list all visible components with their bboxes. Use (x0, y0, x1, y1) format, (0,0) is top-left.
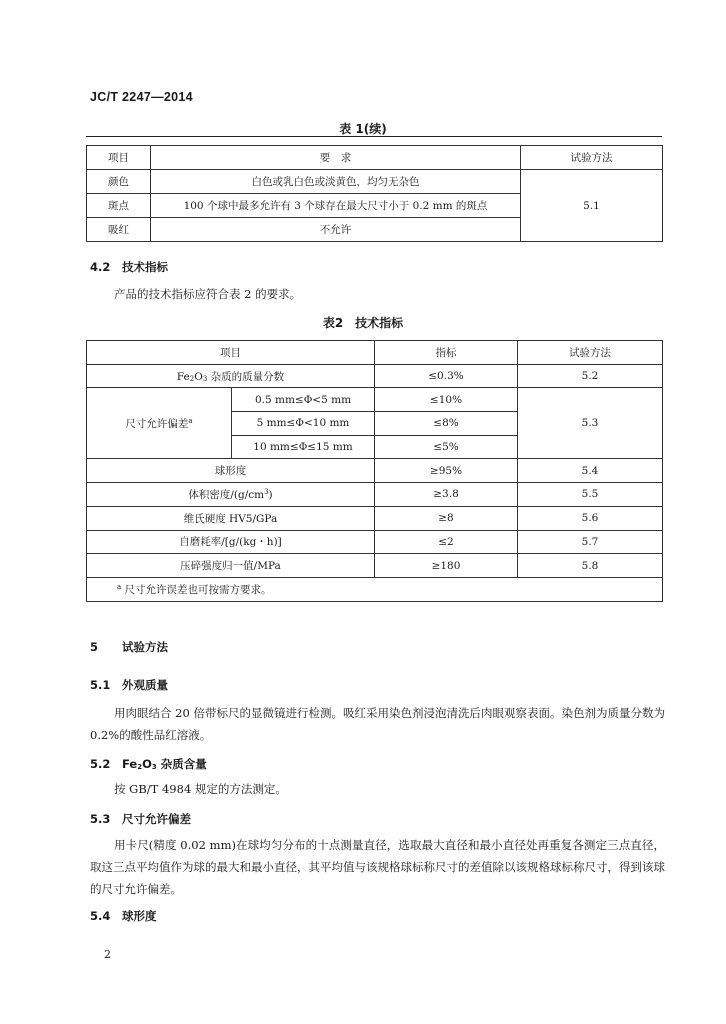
value-cell: ≤5% (375, 435, 518, 459)
section-5-1-heading: 5.1 外观质量 (90, 678, 168, 692)
item-cell: 吸红 (87, 218, 151, 242)
section-5-2-heading: 5.2 $Fe_2O_3$ 杂质含量 (90, 757, 207, 771)
section-5-2-text: 按 GB/T 4984 规定的方法测定。 (114, 782, 287, 796)
item-cell: 斑点 (87, 194, 151, 218)
item-cell: 体积密度$/(g/cm^3)$ (87, 483, 375, 507)
header-cell: 项目 (87, 341, 375, 365)
table-note-row (87, 577, 663, 601)
section-5-heading: 5 试验方法 (90, 640, 168, 654)
item-cell: 自磨耗率/[g/(kg・h)] (87, 530, 375, 554)
range-cell: 5 mm≤Φ<10 mm (232, 412, 375, 436)
method-cell: 5.3 (518, 388, 663, 459)
item-cell: 球形度 (87, 459, 375, 483)
size-tolerance-label: 尺寸允许偏差$^a$ (87, 388, 232, 459)
table1-caption: 表 1(续) (339, 122, 387, 136)
table-row (87, 530, 663, 554)
table-row (87, 554, 663, 578)
page-number: 2 (104, 948, 111, 961)
header-cell: 要 求 (151, 146, 521, 170)
item-cell: $Fe_2O_3$ 杂质的质量分数 (87, 364, 375, 388)
section-5-3-text: 用卡尺(精度 0.02 mm)在球均匀分布的十点测量直径，选取最大直径和最小直径处再重复各测定三点直径，取这三点平均值作为球的最大和最小直径，其平均值与该规格球标称尺寸的差值除以该规格球标称尺寸，得到该球的尺寸允许偏差。 (90, 838, 665, 896)
method-cell: 5.5 (518, 483, 663, 507)
table-row (87, 483, 663, 507)
requirement-cell: 白色或乳白色或淡黄色，均匀无杂色 (151, 170, 521, 194)
table2-caption: 表2 技术指标 (322, 316, 404, 330)
range-cell: 10 mm≤Φ≤15 mm (232, 435, 375, 459)
method-cell: 5.7 (518, 530, 663, 554)
method-cell: 5.1 (521, 170, 663, 242)
method-cell: 5.2 (518, 364, 663, 388)
section-5-4-heading: 5.4 球形度 (90, 909, 157, 923)
header-cell: 试验方法 (521, 146, 663, 170)
header-cell: 项目 (87, 146, 151, 170)
value-cell: ≤8% (375, 412, 518, 436)
table-header-row (87, 146, 663, 170)
method-cell: 5.4 (518, 459, 663, 483)
table-row (87, 388, 663, 412)
value-cell: ≤0.3% (375, 364, 518, 388)
table-row (87, 459, 663, 483)
value-cell: ≤10% (375, 388, 518, 412)
standard-number: JC/T 2247—2014 (90, 90, 193, 104)
table-row (87, 170, 663, 194)
value-cell: ≥180 (375, 554, 518, 578)
section-5-3-heading: 5.3 尺寸允许偏差 (90, 812, 191, 826)
item-cell: 颜色 (87, 170, 151, 194)
item-cell: 维氏硬度 HV5/GPa (87, 506, 375, 530)
requirement-cell: 100 个球中最多允许有 3 个球存在最大尺寸小于 0.2 mm 的斑点 (151, 194, 521, 218)
item-cell: 压碎强度归一值/MPa (87, 554, 375, 578)
value-cell: ≥95% (375, 459, 518, 483)
header-cell: 试验方法 (518, 341, 663, 365)
method-cell: 5.6 (518, 506, 663, 530)
value-cell: ≥3.8 (375, 483, 518, 507)
range-cell: 0.5 mm≤Φ<5 mm (232, 388, 375, 412)
table-note: $^a$ 尺寸允许误差也可按需方要求。 (87, 577, 663, 601)
value-cell: ≥8 (375, 506, 518, 530)
table1-appearance (86, 145, 663, 242)
table2-technical-indicators (86, 340, 663, 602)
value-cell: ≤2 (375, 530, 518, 554)
requirement-cell: 不允许 (151, 218, 521, 242)
section-5-1-text: 用肉眼结合 20 倍带标尺的显微镜进行检测。吸红采用染色剂浸泡清洗后肉眼观察表面。染色剂为质量分数为 0.2%的酸性品红溶液。 (90, 706, 665, 742)
section-4-2-text: 产品的技术指标应符合表 2 的要求。 (114, 287, 302, 301)
table-row (87, 506, 663, 530)
method-cell: 5.8 (518, 554, 663, 578)
table-row (87, 364, 663, 388)
table-header-row (87, 341, 663, 365)
header-cell: 指标 (375, 341, 518, 365)
section-4-2-heading: 4.2 技术指标 (90, 260, 168, 274)
